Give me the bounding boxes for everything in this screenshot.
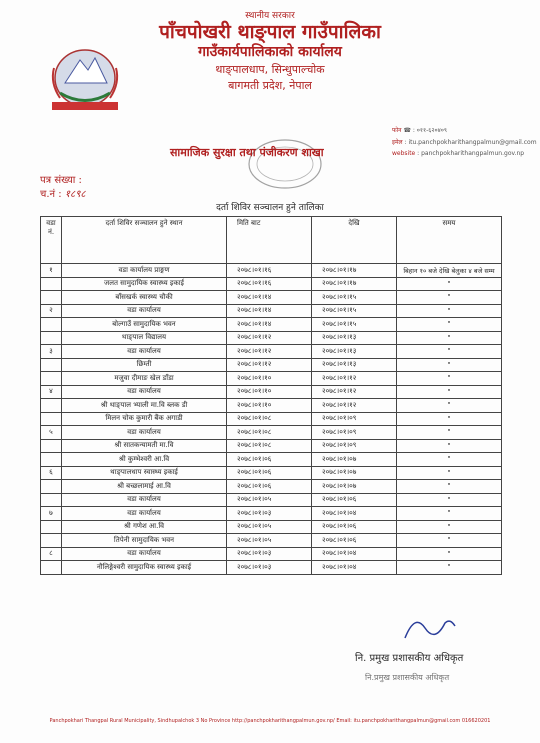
ward-cell [41,372,62,386]
location-cell: श्री थाङ्पाल भ्याली मा.वि ब्लक डी [62,399,227,413]
location-cell: श्री बच्छलामाई आ.वि [62,480,227,494]
location-cell: वडा कार्यालय [62,345,227,359]
time-cell: बिहान १० बजे देखि बेलुका ४ बजे सम्म [397,264,502,278]
header-date-from: मिति बाट [227,217,312,264]
ward-cell: ६ [41,466,62,480]
date-to-cell: २०७८।०१।०६ [312,493,397,507]
date-to-cell: २०७८।०१।१२ [312,399,397,413]
ward-cell: ८ [41,547,62,561]
date-to-cell: २०७८।०१।०९ [312,412,397,426]
date-to-cell: २०७८।०१।०४ [312,547,397,561]
time-cell: " [397,331,502,345]
location-cell: वडा कार्यालय [62,507,227,521]
location-cell: नौलिङ्गेश्वरी सामुदायिक स्वास्थ्य इकाई [62,561,227,575]
date-to-cell: २०७८।०१।०४ [312,507,397,521]
letter-number-label: पत्र संख्या : [40,175,82,186]
location-cell: थाङ्पालधाप स्वास्थ्य इकाई [62,466,227,480]
table-row [41,372,502,386]
date-to-cell: २०७८।०१।१३ [312,358,397,372]
table-row [41,399,502,413]
table-row [41,345,502,359]
table-row [41,507,502,521]
ward-cell [41,520,62,534]
officer-title: नि. प्रमुख प्रशासकीय अधिकृत [355,653,464,664]
ward-cell: २ [41,304,62,318]
time-cell: " [397,507,502,521]
table-header-row [41,217,502,264]
date-from-cell: २०७८।०१।०५ [227,520,312,534]
header-location: दर्ता शिविर सञ्चालन हुने स्थान [62,217,227,264]
time-cell: " [397,277,502,291]
date-from-cell: २०७८।०१।१० [227,385,312,399]
ward-cell [41,399,62,413]
time-cell: " [397,372,502,386]
time-cell: " [397,345,502,359]
date-from-cell: २०७८।०१।१२ [227,345,312,359]
ward-cell [41,453,62,467]
municipality-name: पाँचपोखरी थाङ्पाल गाउँपालिका [159,21,381,43]
table-row [41,304,502,318]
table-row [41,453,502,467]
date-to-cell: २०७८।०१।०९ [312,426,397,440]
reference-label: च.नं : [40,189,62,200]
registration-camp-table [40,216,502,575]
table-row [41,520,502,534]
date-from-cell: २०७८।०१।१४ [227,291,312,305]
time-cell: " [397,318,502,332]
time-cell: " [397,466,502,480]
date-from-cell: २०७८।०१।०३ [227,561,312,575]
location-cell: जलत सामुदायिक स्वास्थ्य इकाई [62,277,227,291]
date-to-cell: २०७८।०१।०७ [312,466,397,480]
date-to-cell: २०७८।०१।१५ [312,318,397,332]
table-row [41,439,502,453]
ward-cell: ३ [41,345,62,359]
date-from-cell: २०७८।०१।०६ [227,480,312,494]
ward-cell: ४ [41,385,62,399]
ward-cell [41,277,62,291]
website-value: panchpokharithangpalmun.gov.np [421,150,525,157]
address-line-2: बागमती प्रदेश, नेपाल [228,79,312,92]
date-from-cell: २०७८।०१।१० [227,372,312,386]
date-from-cell: २०७८।०१।०८ [227,412,312,426]
date-to-cell: २०७८।०१।१३ [312,331,397,345]
date-from-cell: २०७८।०१।१२ [227,331,312,345]
location-cell: श्री सातकन्यामती मा.वि [62,439,227,453]
date-to-cell: २०७८।०१।१५ [312,304,397,318]
contact-block: फोन ☎ : ०११-६२०४०९ इमेल : itu.panchpokharithangpalmun@gmail.com website : panchpokharithangpalmun.gov.np [392,127,537,157]
location-cell: वडा कार्यालय [62,385,227,399]
table-row [41,534,502,548]
date-from-cell: २०७८।०१।०६ [227,466,312,480]
date-to-cell: २०७८।०१।१७ [312,277,397,291]
date-to-cell: २०७८।०१।१२ [312,372,397,386]
phone-icon: ☎ [403,127,411,134]
location-cell: बाँसखर्क स्वास्थ्य चौकी [62,291,227,305]
time-cell: " [397,520,502,534]
table-row [41,426,502,440]
time-cell: " [397,439,502,453]
table-body [41,264,502,575]
time-cell: " [397,561,502,575]
website-label: website [392,150,416,157]
header-date-to: देखि [312,217,397,264]
time-cell: " [397,426,502,440]
time-cell: " [397,412,502,426]
location-cell: वडा कार्यालय [62,547,227,561]
signature-icon [400,608,460,648]
ward-cell [41,318,62,332]
date-from-cell: २०७८।०१।१२ [227,358,312,372]
time-cell: " [397,399,502,413]
date-from-cell: २०७८।०१।०३ [227,507,312,521]
date-from-cell: २०७८।०१।१४ [227,304,312,318]
table-title: दर्ता शिविर सञ्चालन हुने तालिका [216,203,324,213]
time-cell: " [397,291,502,305]
time-cell: " [397,358,502,372]
ward-cell: १ [41,264,62,278]
section-name: सामाजिक सुरक्षा तथा पंजीकरण शाखा [170,146,324,159]
time-cell: " [397,385,502,399]
table-row [41,264,502,278]
ward-cell: ५ [41,426,62,440]
date-to-cell: २०७८।०१।१३ [312,345,397,359]
date-from-cell: २०७८।०१।१६ [227,277,312,291]
date-from-cell: २०७८।०१।०५ [227,493,312,507]
footer-text: Panchpokhari Thangpal Rural Municipality, Sindhupalchok 3 No Province http://panchpokharithangpalmun.gov.np/ Email: itu.panchpokharithangpalmun@gmail.com 016620201 [49,718,491,724]
office-name: गाउँकार्यपालिकाको कार्यालय [198,44,342,60]
date-to-cell: २०७८।०१।१२ [312,385,397,399]
ward-cell [41,331,62,345]
date-from-cell: २०७८।०१।०८ [227,439,312,453]
table-row [41,561,502,575]
header-time: समय [397,217,502,264]
location-cell: वडा कार्यालय [62,304,227,318]
email-value: itu.panchpokharithangpalmun@gmail.com [408,139,537,146]
table-row [41,331,502,345]
date-to-cell: २०७८।०१।०७ [312,480,397,494]
ward-cell: ७ [41,507,62,521]
ward-cell [41,439,62,453]
time-cell: " [397,547,502,561]
time-cell: " [397,480,502,494]
ward-cell [41,358,62,372]
ward-cell [41,412,62,426]
location-cell: थाङ्पाल विद्यालय [62,331,227,345]
address-line-1: थाङ्पालधाप, सिन्धुपाल्चोक [215,63,325,76]
time-cell: " [397,453,502,467]
time-cell: " [397,534,502,548]
phone-label: फोन [392,127,402,134]
reference-number [40,186,86,200]
time-cell: " [397,493,502,507]
officer-stamp: नि.प्रमुख प्रशासकीय अधिकृत [365,673,450,682]
ward-cell [41,493,62,507]
table-row [41,358,502,372]
reference-value: १८९८ [64,189,86,200]
date-to-cell: २०७८।०१।०९ [312,439,397,453]
table-row [41,480,502,494]
table-row [41,412,502,426]
date-to-cell: २०७८।०१।०६ [312,534,397,548]
table-row [41,291,502,305]
date-from-cell: २०७८।०१।१६ [227,264,312,278]
table-row [41,277,502,291]
ward-cell [41,291,62,305]
phone-value: ०११-६२०४०९ [416,127,448,134]
date-from-cell: २०७८।०१।०५ [227,534,312,548]
date-from-cell: २०७८।०१।१४ [227,318,312,332]
date-to-cell: २०७८।०१।०६ [312,520,397,534]
location-cell: वडा कार्यालय [62,426,227,440]
date-to-cell: २०७८।०१।०७ [312,453,397,467]
table-row [41,385,502,399]
table-row [41,493,502,507]
ward-cell [41,561,62,575]
time-cell: " [397,304,502,318]
date-from-cell: २०७८।०१।०३ [227,547,312,561]
table-row [41,547,502,561]
location-cell: मिलन चोक कुमारी बैंक अगाडी [62,412,227,426]
email-label: इमेल [392,139,403,146]
date-from-cell: २०७८।०१।०८ [227,426,312,440]
header-ward: वडा नं. [41,217,62,264]
location-cell: वडा कार्यालय [62,493,227,507]
location-cell: बोल्गाउँ सामुदायिक भवन [62,318,227,332]
location-cell: वडा कार्यालय प्राङ्गण [62,264,227,278]
date-to-cell: २०७८।०१।१५ [312,291,397,305]
date-from-cell: २०७८।०१।०६ [227,453,312,467]
location-cell: छिम्ती [62,358,227,372]
date-to-cell: २०७८।०१।१७ [312,264,397,278]
government-label: स्थानीय सरकार [245,11,295,21]
date-from-cell: २०७८।०१।१० [227,399,312,413]
location-cell: मजुवा दीमाङ खेल डाँडा [62,372,227,386]
ward-cell [41,534,62,548]
table-row [41,466,502,480]
location-cell: श्री गणेश आ.वि [62,520,227,534]
ward-cell [41,480,62,494]
location-cell: श्री कुम्भेश्वरी आ.वि [62,453,227,467]
date-to-cell: २०७८।०१।०४ [312,561,397,575]
location-cell: तिपेनी सामुदायिक भवन [62,534,227,548]
table-row [41,318,502,332]
